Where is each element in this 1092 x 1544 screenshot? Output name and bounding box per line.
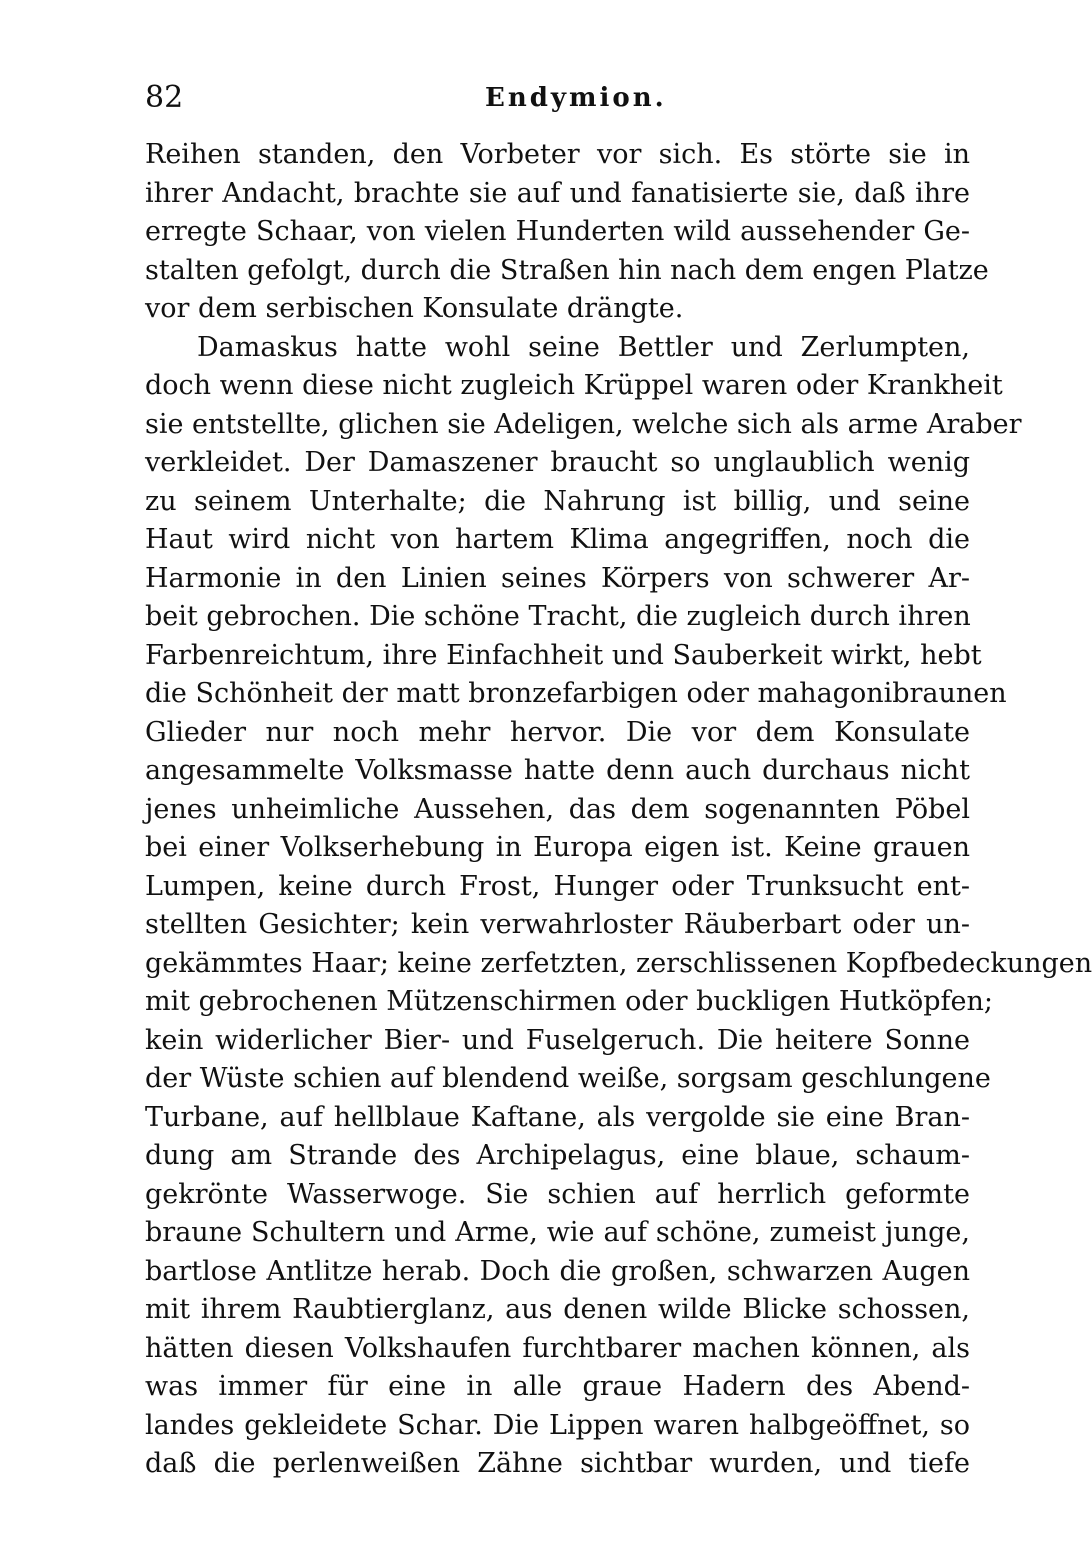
text-line: braune Schultern und Arme, wie auf schöne, zumeist junge, [145,1217,970,1248]
text-line: bei einer Volkserhebung in Europa eigen ist. Keine grauen [145,832,970,863]
text-line: gekrönte Wasserwoge. Sie schien auf herrlich geformte [145,1178,970,1210]
text-line: doch wenn diese nicht zugleich Krüppel waren oder Krankheit [145,370,1003,401]
text-line: Harmonie in den Linien seines Körpers von schwerer Ar- [145,562,970,594]
text-line: daß die perlenweißen Zähne sichtbar wurden, und tiefe [145,1448,970,1479]
text-line: Turbane, auf hellblaue Kaftane, als vergolde sie eine Bran- [145,1101,970,1133]
text-line: Lumpen, keine durch Frost, Hunger oder Trunksucht ent- [145,870,970,902]
text-line: kein widerlicher Bier- und Fuselgeruch. Die heitere Sonne [145,1024,970,1056]
page-number: 82 [145,80,184,115]
page-header [145,78,970,118]
text-line: dung am Strande des Archipelagus, eine blaue, schaum- [145,1140,970,1171]
text-line: Glieder nur noch mehr hervor. Die vor dem Konsulate [145,716,970,748]
text-line: beit gebrochen. Die schöne Tracht, die zugleich durch ihren [145,601,971,632]
text-line: Haut wird nicht von hartem Klima angegriffen, noch die [145,524,970,555]
text-line: bartlose Antlitze herab. Doch die großen, schwarzen Augen [145,1255,970,1287]
text-line: vor dem serbischen Konsulate drängte. [145,293,684,324]
text-line: der Wüste schien auf blendend weiße, sorgsam geschlungene [145,1063,991,1094]
text-line: stellten Gesichter; kein verwahrloster Räuberbart oder un- [145,909,970,940]
text-line: erregte Schaar, von vielen Hunderten wild aussehender Ge- [145,216,970,247]
text-line: die Schönheit der matt bronzefarbigen oder mahagonibraunen [145,678,1007,709]
text-line: Damaskus hatte wohl seine Bettler und Zerlumpten, [197,331,970,363]
text-line: gekämmtes Haar; keine zerfetzten, zerschlissenen Kopfbedeckungen [145,947,1092,979]
text-line: hätten diesen Volkshaufen furchtbarer machen können, als [145,1332,970,1364]
text-line: mit gebrochenen Mützenschirmen oder buckligen Hutköpfen; [145,986,993,1017]
text-line: sie entstellte, glichen sie Adeligen, welche sich als arme Araber [145,408,1022,440]
text-line: Reihen standen, den Vorbeter vor sich. Es störte sie in [145,139,970,170]
text-line: verkleidet. Der Damaszener braucht so unglaublich wenig [145,447,970,478]
body-text [145,136,1092,1484]
text-line: angesammelte Volksmasse hatte denn auch durchaus nicht [145,755,970,786]
text-line: mit ihrem Raubtierglanz, aus denen wilde Blicke schossen, [145,1294,970,1325]
text-line: landes gekleidete Schar. Die Lippen waren halbgeöffnet, so [145,1409,970,1441]
text-line: zu seinem Unterhalte; die Nahrung ist billig, und seine [145,485,970,517]
text-line: jenes unheimliche Aussehen, das dem sogenannten Pöbel [145,793,970,825]
text-line: ihrer Andacht, brachte sie auf und fanatisierte sie, daß ihre [145,177,970,209]
text-line: was immer für eine in alle graue Hadern des Abend- [145,1371,970,1402]
text-line: stalten gefolgt, durch die Straßen hin nach dem engen Platze [145,254,989,286]
running-title: Endymion. [485,83,667,113]
text-line: Farbenreichtum, ihre Einfachheit und Sauberkeit wirkt, hebt [145,639,982,671]
